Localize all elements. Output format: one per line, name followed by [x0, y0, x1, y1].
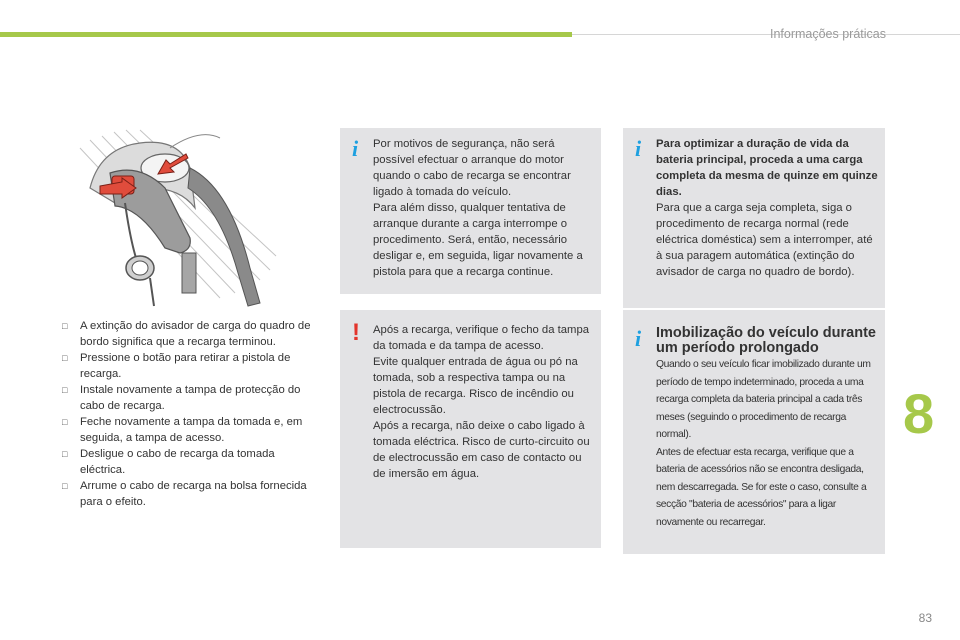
- step-text: Arrume o cabo de recarga na bolsa fornecida para o efeito.: [80, 480, 307, 508]
- panel-paragraph: Após a recarga, não deixe o cabo ligado à tomada eléctrica. Risco de curto-circuito ou de electrocussão em caso de contacto ou de imersão em água.: [373, 420, 590, 480]
- step-text: Desligue o cabo de recarga da tomada eléctrica.: [80, 448, 275, 476]
- immobilization-info-panel: [623, 310, 885, 554]
- info-icon: i: [635, 326, 642, 351]
- list-item: [62, 414, 320, 446]
- square-bullet-icon: □: [62, 481, 68, 491]
- header-rule: [572, 34, 960, 35]
- square-bullet-icon: □: [62, 321, 68, 331]
- info-icon: i: [635, 136, 642, 161]
- panel-title: Imobilização do veículo durante um período prolongado: [656, 325, 876, 356]
- square-bullet-icon: □: [62, 449, 68, 459]
- exclamation-icon: !: [352, 319, 360, 346]
- list-item: [62, 318, 320, 350]
- panel-paragraph: Para além disso, qualquer tentativa de arranque durante a carga interrompe o procedimento. Será, então, necessário desligar e, em seguida, ligar novamente a pistola para que a recarga continue.: [373, 202, 583, 278]
- list-item: [62, 382, 320, 414]
- chapter-number: 8: [903, 382, 935, 445]
- square-bullet-icon: □: [62, 417, 68, 427]
- panel-paragraph: Após a recarga, verifique o fecho da tampa da tomada e da tampa de acesso.: [373, 324, 590, 352]
- page-number: 83: [918, 611, 932, 625]
- step-text: A extinção do avisador de carga do quadro de bordo significa que a recarga terminou.: [80, 320, 311, 348]
- step-text: Pressione o botão para retirar a pistola de recarga.: [80, 352, 291, 380]
- info-icon: i: [352, 136, 359, 161]
- step-text: Feche novamente a tampa da tomada e, em seguida, a tampa de acesso.: [80, 416, 303, 444]
- panel-paragraph: Para que a carga seja completa, siga o procedimento de recarga normal (rede eléctrica doméstica) sem a interromper, até à sua paragem automática (extinção do avisador de carga no quadro de bordo).: [656, 202, 873, 278]
- charging-gun-illustration: [70, 128, 292, 308]
- square-bullet-icon: □: [62, 353, 68, 363]
- panel-paragraph: Evite qualquer entrada de água ou pó na tomada, sob a respectiva tampa ou na pistola de recarga. Risco de incêndio ou electrocussão.: [373, 356, 578, 416]
- procedure-steps: [62, 318, 320, 510]
- step-text: Instale novamente a tampa de protecção do cabo de recarga.: [80, 384, 301, 412]
- list-item: [62, 478, 320, 510]
- list-item: [62, 446, 320, 478]
- safety-info-panel: [340, 128, 601, 294]
- panel-paragraph: Quando o seu veículo ficar imobilizado durante um período de tempo indeterminado, proceda a uma recarga completa da bateria principal a cada três meses (seguindo o procedimento de recarga normal).: [656, 359, 871, 440]
- section-title: Informações práticas: [769, 27, 886, 41]
- panel-paragraph: Por motivos de segurança, não será possível efectuar o arranque do motor quando o cabo de recarga se encontrar ligado à tomada do veículo.: [373, 138, 571, 198]
- battery-life-info-panel: [623, 128, 885, 308]
- after-charging-warning-panel: [340, 310, 601, 548]
- square-bullet-icon: □: [62, 385, 68, 395]
- header-accent-bar: [0, 32, 572, 37]
- panel-paragraph: Antes de efectuar esta recarga, verifique que a bateria de acessórios não se encontra desligada, nem descarregada. Se for este o caso, consulte a secção "bateria de acessórios" para a ligar novamente ou recarregar.: [656, 446, 867, 528]
- panel-bold-paragraph: Para optimizar a duração de vida da bateria principal, proceda a uma carga completa da mesma de quinze em quinze dias.: [656, 138, 878, 198]
- list-item: [62, 350, 320, 382]
